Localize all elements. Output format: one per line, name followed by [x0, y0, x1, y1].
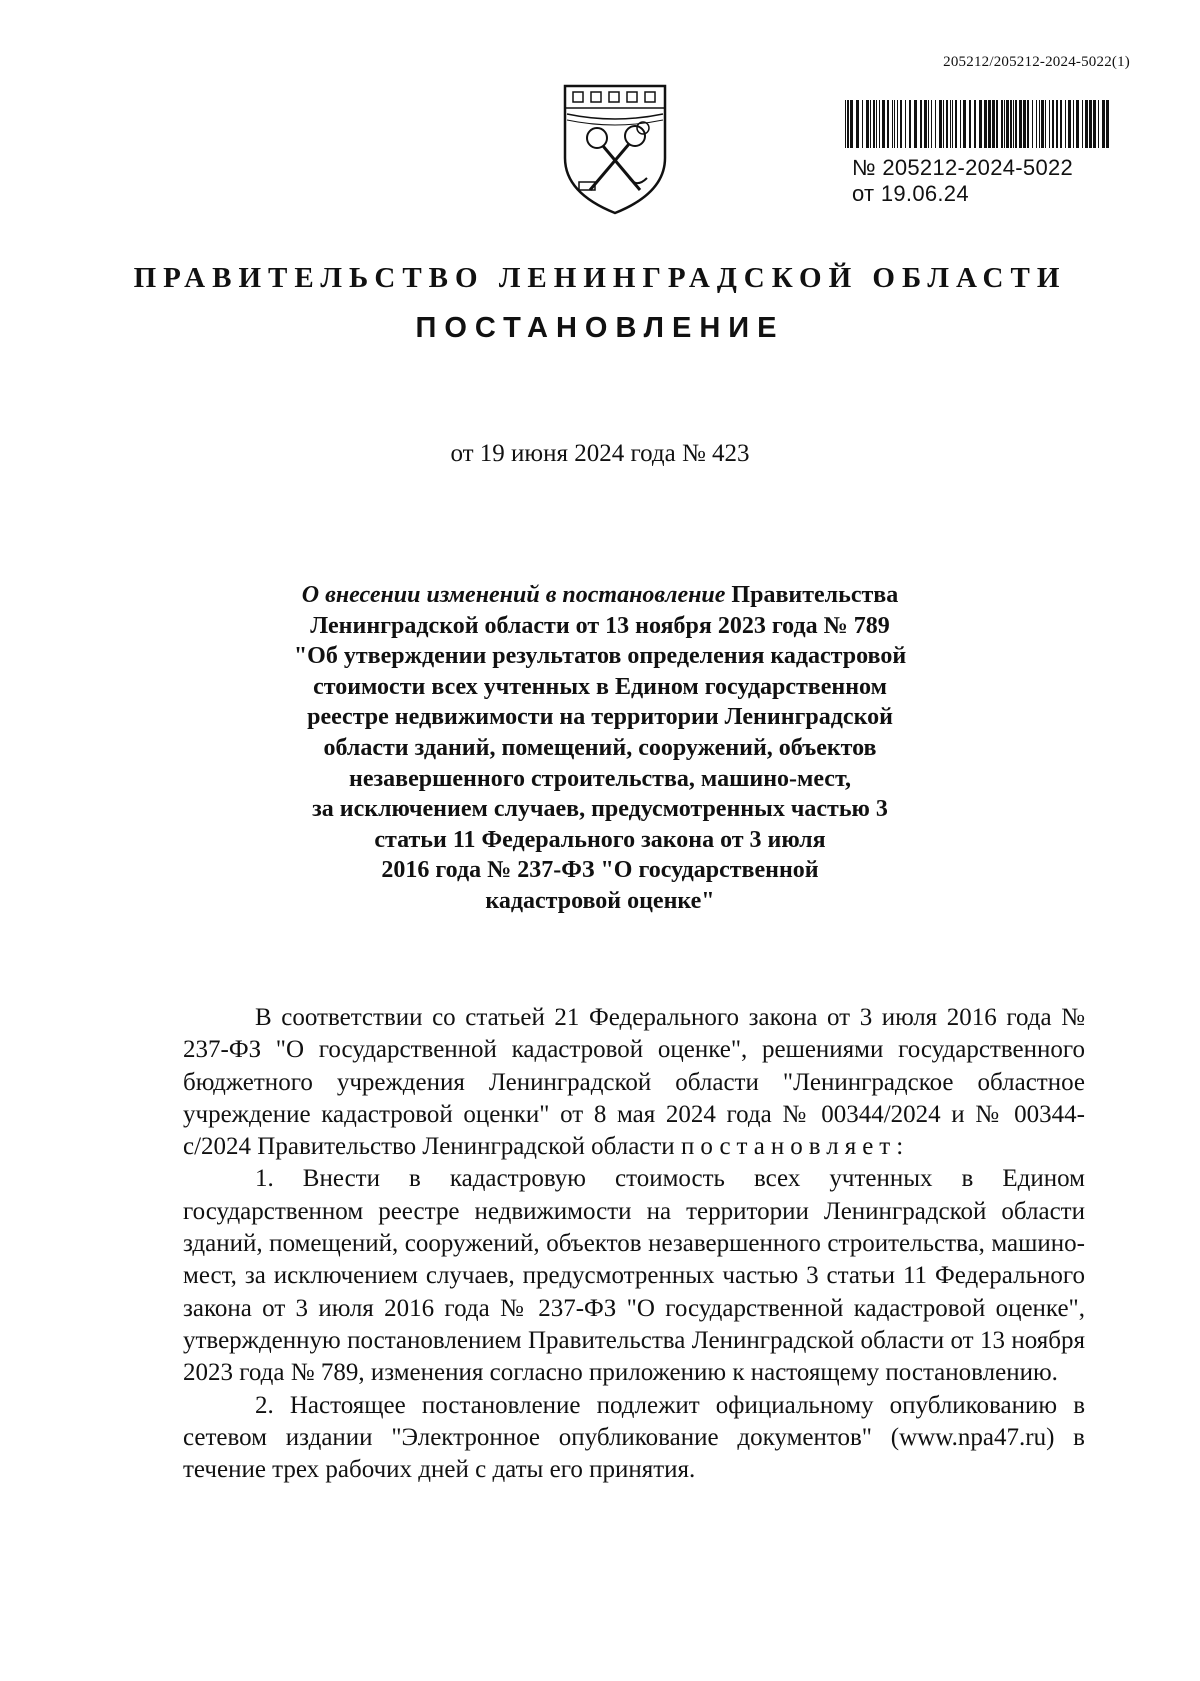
- subject-line: статьи 11 Федерального закона от 3 июля: [374, 826, 826, 853]
- subject-line: Ленинградской области от 13 ноября 2023 года № 789: [310, 612, 890, 639]
- barcode-icon: [845, 100, 1110, 148]
- subject-line: кадастровой оценке": [485, 887, 715, 914]
- registration-number: № 205212-2024-5022: [852, 155, 1074, 180]
- item-1-paragraph: 1. Внести в кадастровую стоимость всех учтенных в Едином государственном реестре недвижимости на территории Ленинградской области зданий, помещений, сооружений, объектов незавершенного строительства, машино-мест, за исключением случаев, предусмотренных частью 3 статьи 11 Федерального закона от 3 июля 2016 года № 237-ФЗ "О государственной кадастровой оценке", утвержденную постановлением Правительства Ленинградской области от 13 ноября 2023 года № 789, изменения согласно приложению к настоящему постановлению.: [183, 1165, 1085, 1387]
- resolves-word: постановляет:: [680, 1133, 910, 1161]
- document-reference: 205212/205212-2024-5022(1): [943, 54, 1130, 70]
- subject-line: реестре недвижимости на территории Ленинградской: [307, 704, 893, 731]
- registration-block: [852, 155, 1073, 207]
- subject-lead-rest: Правительства: [725, 582, 899, 608]
- subject-line: области зданий, помещений, сооружений, объектов: [323, 734, 877, 761]
- subject-line: стоимости всех учтенных в Едином государственном: [313, 673, 887, 700]
- subject-lead-italic: О внесении изменений в постановление: [301, 582, 726, 608]
- item-2-paragraph: 2. Настоящее постановление подлежит официальному опубликованию в сетевом издании "Электронное опубликование документов" (www.npa47.ru) в течение трех рабочих дней с даты его принятия.: [183, 1391, 1085, 1484]
- preamble-paragraph: [183, 1002, 1085, 1163]
- document-body: [183, 1002, 1085, 1486]
- issuing-authority: ПРАВИТЕЛЬСТВО ЛЕНИНГРАДСКОЙ ОБЛАСТИ: [133, 262, 1067, 294]
- registration-date: от 19.06.24: [852, 181, 969, 206]
- preamble-text: В соответствии со статьей 21 Федерального закона от 3 июля 2016 года № 237-ФЗ "О государственной кадастровой оценке", решениями государственного бюджетного учреждения Ленинградской области "Ленинградское областное учреждение кадастровой оценки" от 8 мая 2024 года № 00344/2024 и № 00344-с/2024 Правительство Ленинградской области: [183, 1004, 1085, 1161]
- subject-line: за исключением случаев, предусмотренных частью 3: [312, 796, 888, 823]
- coat-of-arms-icon: [555, 78, 675, 218]
- document-date-number: от 19 июня 2024 года № 423: [450, 440, 750, 467]
- subject-line: "Об утверждении результатов определения кадастровой: [293, 643, 907, 670]
- subject-line: 2016 года № 237-ФЗ "О государственной: [381, 857, 819, 884]
- subject-line: незавершенного строительства, машино-мест,: [349, 765, 851, 792]
- document-type: ПОСТАНОВЛЕНИЕ: [415, 312, 785, 344]
- subject-line: [250, 580, 950, 611]
- document-subject: [250, 580, 950, 917]
